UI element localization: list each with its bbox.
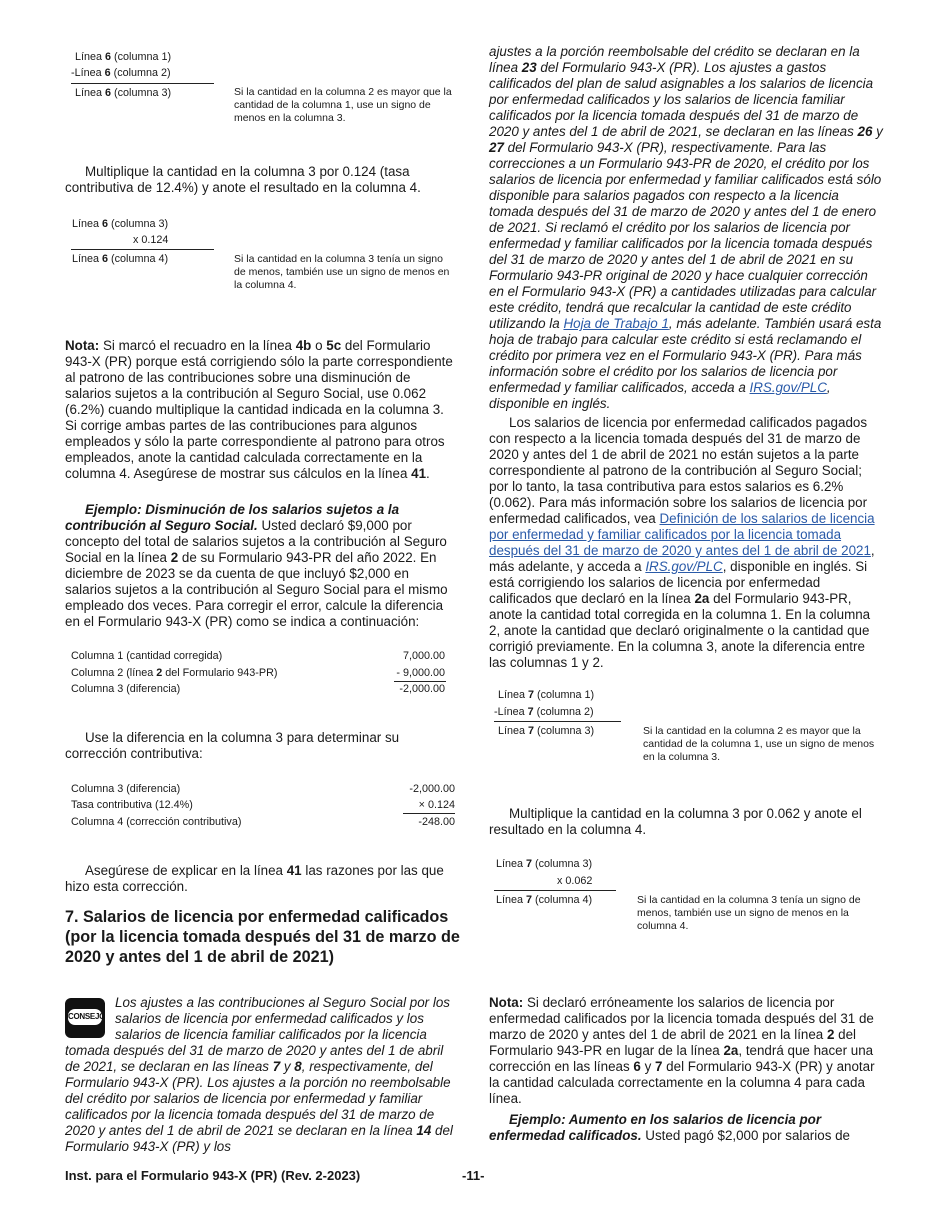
calc-row: Línea 7 (columna 4) [496, 894, 593, 906]
calc-row: Línea 6 (columna 3) [75, 87, 172, 99]
paragraph: Multiplique la cantidad en la columna 3 por 0.062 y anote el resultado en la columna 4. [489, 806, 862, 837]
calc-note: Si la cantidad en la columna 3 tenía un signo de menos, también use un signo de menos en la columna 4. [637, 894, 861, 932]
link-irs-gov-plc[interactable]: IRS.gov/PLC [645, 559, 723, 574]
table-row-label: Columna 3 (diferencia) [71, 783, 181, 795]
consejo-icon: CONSEJO [65, 998, 105, 1038]
example-paragraph: Ejemplo: Aumento en los salarios de licencia por enfermedad calificados. Usted pagó $2,000 por salarios de [489, 1112, 851, 1143]
table-row-label: Columna 2 (línea 2 del Formulario 943-PR) [71, 667, 278, 679]
consejo-continued-paragraph: ajustes a la porción reembolsable del crédito se declaran en la línea 23 del Formulario 943-X (PR). Los ajustes a gastos calificados del plan de salud asignables a los salarios de licencia por enfermedad calificados y los salarios de licencia familiar calificados por la licencia tomada después del 31 de marzo de 2020 y antes del 1 de abril de 2021, se declaran en las líneas 26 y 27 del Formulario 943-X (PR), respectivamente. Para las correcciones a un Formulario 943-PR de 2020, el crédito por los salarios de licencia por enfermedad y familiar calificados está sólo disponible para salarios pagados con respecto a la licencia tomada después del 31 de marzo de 2020 y antes del 1 de enero de 2021. Si reclamó el crédito por los salarios de licencia por enfermedad y familiar calificados por la licencia tomada después del 31 de marzo de 2020 y antes del 1 de abril de 2021 en su Formulario 943-PR original de 2020 y hace cualquier corrección en el Formulario 943-X (PR) a cantidades utilizadas para calcular este crédito, tendrá que recalcular la cantidad de este crédito utilizando la Hoja de Trabajo 1, más adelante. También usará esta hoja de trabajo para calcular este crédito si está reclamando el crédito por primera vez en el Formulario 943-X (PR). Para más información sobre el crédito por los salarios de licencia por enfermedad y familiar calificados, acceda a IRS.gov/PLC, disponible en inglés. [489, 44, 883, 411]
table-row-label: Tasa contributiva (12.4%) [71, 799, 193, 811]
table-row-value: × 0.124 [418, 799, 455, 811]
consejo-paragraph: Los ajustes a las contribuciones al Seguro Social por los salarios de licencia por enfermedad calificados y los salarios de licencia familiar calificados por la licencia tomada después del 31 de marzo de 2020 y antes del 1 de abril de 2021, se declaran en las líneas 7 y 8, respectivamente, del Formulario 943-X (PR). Los ajustes a la porción no reembolsable del crédito por salarios de licencia por enfermedad y familiar calificados por la licencia tomada después del 31 de marzo de 2020 y antes del 1 de abril de 2021 se declaran en la línea 14 del Formulario 943-X (PR) y los [65, 995, 453, 1154]
footer-form-title: Inst. para el Formulario 943-X (PR) (Rev. 2-2023) [65, 1168, 361, 1183]
calc-row: Línea 7 (columna 3) [498, 725, 595, 737]
table-row-value: - 9,000.00 [396, 667, 445, 679]
divider [403, 813, 455, 814]
table-row-label: Columna 4 (corrección contributiva) [71, 816, 242, 828]
example-paragraph: Ejemplo: Disminución de los salarios sujetos a la contribución al Seguro Social. Usted declaró $9,000 por concepto del total de salarios sujetos a la contribución al Seguro Social en la línea 2 de su Formulario 943-PR del año 2022. En diciembre de 2023 se da cuenta de que incluyó $2,000 en salarios sujetos a la contribución al Seguro Social para el mismo empleado dos veces. Para corregir el error, calcule la diferencia en el Formulario 943-X (PR) como se indica a continuación: [65, 502, 448, 629]
divider [71, 249, 214, 250]
calc-row: Línea 6 (columna 1) [75, 51, 172, 63]
page-number: -11- [462, 1168, 485, 1183]
link-hoja-de-trabajo-1[interactable]: Hoja de Trabajo 1 [563, 316, 669, 331]
divider [71, 83, 214, 84]
calc-multiplier: x 0.124 [133, 234, 169, 246]
calc-row: -Línea 7 (columna 2) [494, 706, 594, 718]
divider [494, 721, 621, 722]
calc-note: Si la cantidad en la columna 2 es mayor que la cantidad de la columna 1, use un signo de menos en la columna 3. [643, 725, 875, 763]
section-heading: 7. Salarios de licencia por enfermedad calificados (por la licencia tomada después del 31 de marzo de 2020 y antes del 1 de abril de 2021) [65, 908, 460, 966]
nota-paragraph: Nota: Si declaró erróneamente los salarios de licencia por enfermedad calificados por la licencia tomada después del 31 de marzo de 2020 y antes del 1 de abril de 2021 en la línea 2 del Formulario 943-PR en lugar de la línea 2a, tendrá que hacer una corrección en las líneas 6 y 7 del Formulario 943-X (PR) y anotar la cantidad calculada correctamente en la columna 4 para cada línea. [489, 995, 875, 1106]
nota-paragraph: Nota: Si marcó el recuadro en la línea 4b o 5c del Formulario 943-X (PR) porque está corrigiendo sólo la parte correspondiente al patrono de las contribuciones sobre una disminución de salarios sujetos a la contribución al Seguro Social, use 0.062 (6.2%) cuando multiplique la cantidad indicada en la columna 3. Si corrige ambas partes de las contribuciones para algunos empleados y sólo la parte correspondiente al patrono para otros empleados, anote la cantidad calculada correctamente en la columna 4. Asegúrese de mostrar sus cálculos en la línea 41. [65, 338, 453, 481]
calc-note: Si la cantidad en la columna 2 es mayor que la cantidad de la columna 1, use un signo de menos en la columna 3. [234, 86, 452, 124]
paragraph: Asegúrese de explicar en la línea 41 las razones por las que hizo esta corrección. [65, 863, 444, 894]
table-row-label: Columna 3 (diferencia) [71, 683, 181, 695]
calc-note: Si la cantidad en la columna 3 tenía un signo de menos, también use un signo de menos en la columna 4. [234, 253, 450, 291]
divider [494, 890, 616, 891]
calc-multiplier: x 0.062 [557, 875, 593, 887]
paragraph: Use la diferencia en la columna 3 para determinar su corrección contributiva: [65, 730, 400, 761]
calc-row: Línea 6 (columna 3) [72, 218, 169, 230]
calc-row: Línea 7 (columna 3) [496, 858, 593, 870]
link-irs-gov-plc[interactable]: IRS.gov/PLC [749, 380, 827, 395]
table-row-value: -2,000.00 [399, 683, 445, 695]
link-definicion-salarios[interactable]: Definición de los salarios de licencia por enfermedad y familiar calificados por la licencia tomada después del 31 de marzo de 2020 y antes del 1 de abril de 2021 [489, 511, 875, 558]
divider [394, 681, 446, 682]
table-row-label: Columna 1 (cantidad corregida) [71, 650, 223, 662]
calc-row: -Línea 6 (columna 2) [71, 67, 171, 79]
calc-row: Línea 6 (columna 4) [72, 253, 169, 265]
paragraph: Multiplique la cantidad en la columna 3 por 0.124 (tasa contributiva de 12.4%) y anote el resultado en la columna 4. [65, 164, 421, 195]
table-row-value: 7,000.00 [402, 650, 445, 662]
paragraph: Los salarios de licencia por enfermedad calificados pagados con respecto a la licencia tomada después del 31 de marzo de 2020 y antes del 1 de abril de 2021 no están sujetos a la parte correspondiente al patrono de la contribución al Seguro Social; por lo tanto, la tasa contributiva para estos salarios es 6.2% (0.062). Para más información sobre los salarios de licencia por enfermedad calificados, vea Definición de los salarios de licencia por enfermedad y familiar calificados por la licencia tomada después del 31 de marzo de 2020 y antes del 1 de abril de 2021, más adelante, y acceda a IRS.gov/PLC, disponible en inglés. Si está corrigiendo los salarios de licencia por enfermedad calificados que declaró en la línea 2a del Formulario 943-PR, anote la cantidad total corregida en la columna 1. En la columna 2, anote la cantidad que declaró originalmente o la cantidad que corrigió previamente. En la columna 3, anote la diferencia entre las columnas 1 y 2. [489, 415, 875, 670]
table-row-value: -248.00 [418, 816, 455, 828]
table-row-value: -2,000.00 [409, 783, 455, 795]
calc-row: Línea 7 (columna 1) [498, 689, 595, 701]
